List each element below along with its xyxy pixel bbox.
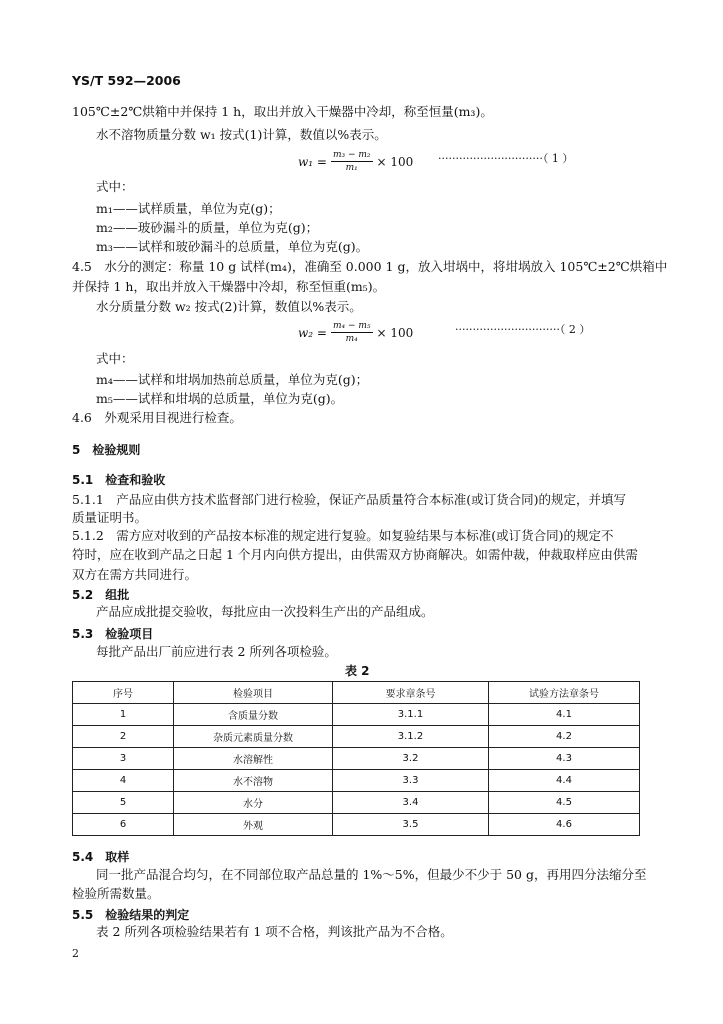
section-heading: 5 检验规则 [72, 443, 141, 457]
section-5-1-2: 5.1.2 需方应对收到的产品按本标准的规定进行复验。如复验结果与本标准(或订货合同)的规定不 [72, 528, 614, 543]
fraction-denominator: m₄ [345, 334, 358, 344]
variable-definition: m₂——玻砂漏斗的质量，单位为克(g)； [96, 220, 319, 235]
subsection-heading: 5.5 检验结果的判定 [72, 908, 190, 922]
subsection-heading: 5.4 取样 [72, 850, 130, 864]
equation-reference: ······························（ 1 ） [438, 152, 574, 165]
section-4-5: 4.5 水分的测定：称量 10 g 试样(m₄)，准确至 0.000 1 g，放入坩埚中，将坩埚放入 105℃±2℃烘箱中 [72, 259, 668, 274]
table-cell: 4.4 [489, 770, 640, 792]
table-row [73, 792, 640, 814]
table-cell: 4 [73, 770, 174, 792]
paragraph-line: 每批产品出厂前应进行表 2 所列各项检验。 [96, 644, 337, 659]
table-cell: 3.1.1 [333, 704, 489, 726]
equation-fraction [331, 320, 373, 345]
table-cell: 5 [73, 792, 174, 814]
table-cell: 4.3 [489, 748, 640, 770]
fraction-numerator: m₃ − m₂ [332, 150, 371, 160]
table-title: 表 2 [345, 664, 370, 678]
variable-definition: m₁——试样质量，单位为克(g)； [96, 201, 281, 216]
table-cell: 3.2 [333, 748, 489, 770]
equation-rhs: × 100 [376, 154, 414, 169]
table-cell: 水溶解性 [174, 748, 333, 770]
equation-fraction [331, 149, 373, 174]
where-label: 式中： [96, 179, 134, 194]
section-5-1-1: 5.1.1 产品应由供方技术监督部门进行检验，保证产品质量符合本标准(或订货合同)的规定，并填写 [72, 492, 627, 507]
table-cell: 水分 [174, 792, 333, 814]
table-cell: 3.5 [333, 814, 489, 836]
paragraph-line: 105℃±2℃烘箱中并保持 1 h，取出并放入干燥器中冷却，称至恒量(m₃)。 [72, 104, 493, 119]
table-row [73, 814, 640, 836]
paragraph-line: 并保持 1 h，取出并放入干燥器中冷却，称至恒重(m₅)。 [72, 279, 386, 294]
table-header-row [73, 682, 640, 704]
variable-definition: m₅——试样和坩埚的总质量，单位为克(g)。 [96, 391, 344, 406]
subsection-heading: 5.3 检验项目 [72, 627, 154, 641]
equation-reference: ······························（ 2 ） [455, 323, 591, 336]
paragraph-line: 水分质量分数 w₂ 按式(2)计算，数值以%表示。 [96, 299, 362, 314]
subsection-heading: 5.1 检查和验收 [72, 473, 166, 487]
table-cell: 3.3 [333, 770, 489, 792]
table-header-cell: 序号 [73, 682, 174, 704]
table-cell: 外观 [174, 814, 333, 836]
table-header-cell: 试验方法章条号 [489, 682, 640, 704]
equation-rhs: × 100 [376, 325, 414, 340]
variable-definition: m₃——试样和玻砂漏斗的总质量，单位为克(g)。 [96, 239, 369, 254]
table-cell: 3 [73, 748, 174, 770]
variable-definition: m₄——试样和坩埚加热前总质量，单位为克(g)； [96, 372, 369, 387]
paragraph-line: 水不溶物质量分数 w₁ 按式(1)计算，数值以%表示。 [96, 127, 387, 142]
table-row [73, 748, 640, 770]
table-cell: 6 [73, 814, 174, 836]
section-4-6: 4.6 外观采用目视进行检查。 [72, 410, 242, 425]
fraction-numerator: m₄ − m₅ [332, 321, 371, 331]
equation-lhs: w₁ = [298, 154, 327, 169]
equation-lhs: w₂ = [298, 325, 327, 340]
paragraph-line: 同一批产品混合均匀，在不同部位取产品总量的 1%～5%，但最少不少于 50 g，再用四分法缩分至 [96, 867, 647, 882]
table-header-cell: 要求章条号 [333, 682, 489, 704]
page-number: 2 [72, 947, 79, 960]
paragraph-line: 表 2 所列各项检验结果若有 1 项不合格，判该批产品为不合格。 [96, 924, 453, 939]
table-row [73, 726, 640, 748]
table-header-cell: 检验项目 [174, 682, 333, 704]
table-cell: 1 [73, 704, 174, 726]
table-cell: 3.1.2 [333, 726, 489, 748]
paragraph-line: 符时，应在收到产品之日起 1 个月内向供方提出，由供需双方协商解决。如需仲裁，仲裁取样应由供需 [72, 547, 638, 562]
table-cell: 3.4 [333, 792, 489, 814]
table-row [73, 770, 640, 792]
paragraph-line: 检验所需数量。 [72, 886, 160, 901]
paragraph-line: 产品应成批提交验收，每批应由一次投料生产出的产品组成。 [96, 604, 434, 619]
table-cell: 水不溶物 [174, 770, 333, 792]
equation-2 [298, 320, 413, 345]
inspection-items-table [72, 681, 640, 836]
document-code: YS/T 592—2006 [72, 73, 181, 88]
table-cell: 4.1 [489, 704, 640, 726]
equation-1 [298, 149, 413, 174]
subsection-heading: 5.2 组批 [72, 588, 130, 602]
where-label: 式中： [96, 351, 134, 366]
table-cell: 2 [73, 726, 174, 748]
table-cell: 4.6 [489, 814, 640, 836]
table-cell: 4.2 [489, 726, 640, 748]
table-row [73, 704, 640, 726]
paragraph-line: 质量证明书。 [72, 510, 148, 525]
paragraph-line: 双方在需方共同进行。 [72, 567, 198, 582]
fraction-denominator: m₁ [345, 163, 358, 173]
table-cell: 含质量分数 [174, 704, 333, 726]
table-cell: 4.5 [489, 792, 640, 814]
table-cell: 杂质元素质量分数 [174, 726, 333, 748]
